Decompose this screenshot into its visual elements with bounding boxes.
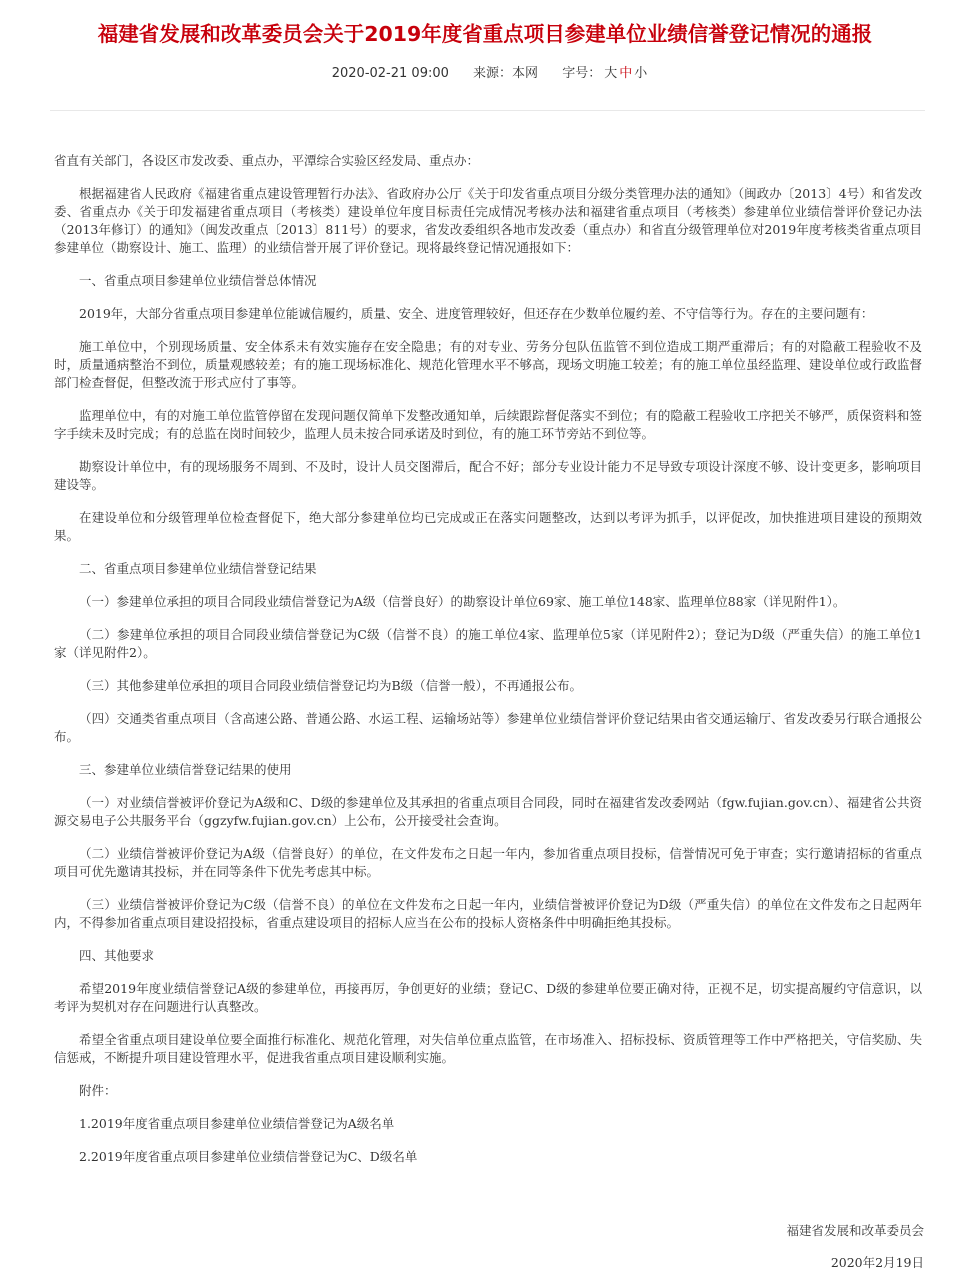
paragraph: 在建设单位和分级管理单位检查督促下，绝大部分参建单位均已完成或正在落实问题整改，达到以考评为抓手，以评促改，加快推进项目建设的预期效果。 [54, 510, 922, 543]
article-meta [0, 64, 970, 84]
signature-date: 2020年2月19日 [830, 1255, 924, 1270]
paragraph: 希望全省重点项目建设单位要全面推行标准化、规范化管理，对失信单位重点监管，在市场准入、招标投标、资质管理等工作中严格把关，守信奖励、失信惩戒，不断提升项目建设管理水平，促进我省重点项目建设顺利实施。 [54, 1032, 922, 1065]
paragraph: 2019年，大部分省重点项目参建单位能诚信履约，质量、安全、进度管理较好，但还存在少数单位履约差、不守信等行为。存在的主要问题有： [79, 306, 874, 321]
title-divider [50, 110, 925, 111]
publish-datetime: 2020-02-21 09:00 [331, 66, 449, 81]
section-2-heading: 二、省重点项目参建单位业绩信誉登记结果 [79, 561, 317, 576]
font-size-switcher [562, 66, 648, 81]
section-4-heading: 四、其他要求 [79, 948, 155, 963]
paragraph: （一）对业绩信誉被评价登记为A级和C、D级的参建单位及其承担的省重点项目合同段，同时在福建省发改委网站（fgw.fujian.gov.cn）、福建省公共资源交易电子公共服务平台（ggzyfw.fujian.gov.cn）上公布，公开接受社会查询。 [54, 795, 922, 828]
article-title: 福建省发展和改革委员会关于2019年度省重点项目参建单位业绩信誉登记情况的通报 [97, 22, 873, 46]
paragraph: （二）业绩信誉被评价登记为A级（信誉良好）的单位，在文件发布之日起一年内，参加省重点项目投标，信誉情况可免于审查；实行邀请招标的省重点项目可优先邀请其投标，并在同等条件下优先考虑其中标。 [54, 846, 922, 879]
salutation: 省直有关部门，各设区市发改委、重点办，平潭综合实验区经发局、重点办： [54, 153, 480, 168]
paragraph: （一）参建单位承担的项目合同段业绩信誉登记为A级（信誉良好）的勘察设计单位69家、施工单位148家、监理单位88家（详见附件1）。 [79, 594, 846, 609]
paragraph: 勘察设计单位中，有的现场服务不周到、不及时，设计人员交图滞后，配合不好；部分专业设计能力不足导致专项设计深度不够、设计变更多，影响项目建设等。 [54, 459, 922, 492]
attachment-link-2[interactable]: 2.2019年度省重点项目参建单位业绩信誉登记为C、D级名单 [79, 1149, 418, 1164]
signature-org: 福建省发展和改革委员会 [786, 1223, 924, 1238]
paragraph: 施工单位中，个别现场质量、安全体系未有效实施存在安全隐患；有的对专业、劳务分包队伍监管不到位造成工期严重滞后；有的对隐蔽工程验收不及时，质量通病整治不到位，质量观感较差；有的施工现场标准化、规范化管理水平不够高，现场文明施工较差；有的施工单位虽经监理、建设单位或行政监督部门检查督促，但整改流于形式应付了事等。 [54, 339, 922, 390]
section-1-heading: 一、省重点项目参建单位业绩信誉总体情况 [79, 273, 317, 288]
intro-paragraph: 根据福建省人民政府《福建省重点建设管理暂行办法》、省政府办公厅《关于印发省重点项目分级分类管理办法的通知》（闽政办〔2013〕4号）和省发改委、省重点办《关于印发福建省重点项目（考核类）建设单位年度目标责任完成情况考核办法和福建省重点项目（考核类）参建单位业绩信誉评价登记办法（2013年修订）的通知》（闽发改重点〔2013〕811号）的要求，省发改委组织各地市发改委（重点办）和省直分级管理单位对2019年度考核类省重点项目参建单位（勘察设计、施工、监理）的业绩信誉开展了评价登记。现将最终登记情况通报如下： [54, 186, 922, 255]
section-3-heading: 三、参建单位业绩信誉登记结果的使用 [79, 762, 292, 777]
attachment-link-1[interactable]: 1.2019年度省重点项目参建单位业绩信誉登记为A级名单 [79, 1116, 395, 1131]
article-source: 来源：本网 [473, 66, 539, 81]
paragraph: （二）参建单位承担的项目合同段业绩信誉登记为C级（信誉不良）的施工单位4家、监理单位5家（详见附件2）；登记为D级（严重失信）的施工单位1家（详见附件2）。 [54, 627, 922, 660]
paragraph: （三）业绩信誉被评价登记为C级（信誉不良）的单位在文件发布之日起一年内，业绩信誉被评价登记为D级（严重失信）的单位在文件发布之日起两年内，不得参加省重点项目建设招投标，省重点建设项目的招标人应当在公布的投标人资格条件中明确拒绝其投标。 [54, 897, 922, 930]
font-size-label: 字号： [562, 66, 602, 81]
article-body [54, 152, 922, 1181]
paragraph: （三）其他参建单位承担的项目合同段业绩信誉登记均为B级（信誉一般），不再通报公布。 [79, 678, 582, 693]
font-size-small-button[interactable]: 小 [634, 66, 648, 81]
font-size-large-button[interactable]: 大 [604, 66, 618, 81]
font-size-medium-button[interactable]: 中 [619, 66, 633, 81]
paragraph: 希望2019年度业绩信誉登记A级的参建单位，再接再厉，争创更好的业绩；登记C、D级的参建单位要正确对待，正视不足，切实提高履约守信意识，以考评为契机对存在问题进行认真整改。 [54, 981, 922, 1014]
paragraph: 监理单位中，有的对施工单位监管停留在发现问题仅简单下发整改通知单，后续跟踪督促落实不到位；有的隐蔽工程验收工序把关不够严，质保资料和签字手续未及时完成；有的总监在岗时间较少，监理人员未按合同承诺及时到位，有的施工环节旁站不到位等。 [54, 408, 922, 441]
attachments-label: 附件： [79, 1083, 117, 1098]
paragraph: （四）交通类省重点项目（含高速公路、普通公路、水运工程、运输场站等）参建单位业绩信誉评价登记结果由省交通运输厅、省发改委另行联合通报公布。 [54, 711, 922, 744]
